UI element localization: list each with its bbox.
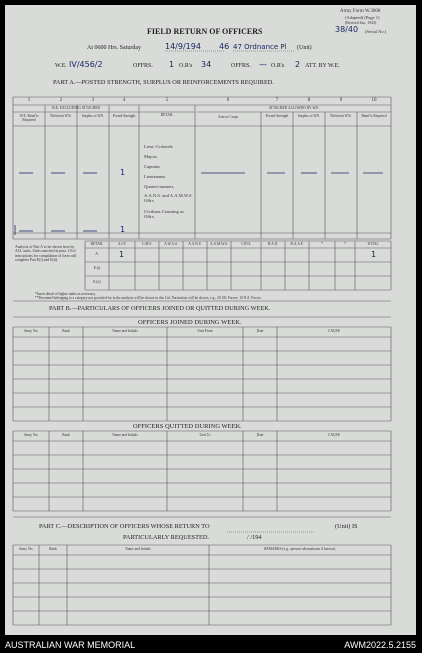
footnote-2: **Personnel belonging to a category not provided for in the analysis will be shown in this Col. Particulars will be shown, e.g., 20 UK Forces; 10 N.Z. Forces. [35,296,262,300]
form-adapted: (Adapted) (Page 1) [345,15,380,20]
analysis-row-label: E.(ii) [93,280,101,284]
col-number: 5 [165,98,169,103]
analysis-row-label: E.(i) [93,266,101,270]
joined-header: CAUSE [328,329,340,333]
part-b-title: PART B.—PARTICULARS OF OFFICERS JOINED OR QUITTED DURING WEEK. [49,305,271,312]
part-c-header: Rank [49,547,57,551]
analysis-header: DETAIL [90,242,104,246]
form-id: Army Form W.3008 [340,9,381,14]
offrs2-value: — [259,60,267,69]
part-c-date: / /194 [247,534,262,541]
col-number: 9 [339,98,343,103]
posted-total-value: 1 [120,225,126,234]
joined-title: OFFICERS JOINED DURING WEEK. [138,319,242,326]
col-number: 3 [91,98,95,103]
quitted-header: CAUSE [328,433,340,437]
analysis-row-label: A. [95,252,99,256]
serial-value: 38/40 [335,25,359,34]
analysis-header: * [321,242,323,246]
col-header: W.E. Reinf'ts Required [19,114,39,122]
part-c-title: PART C.—DESCRIPTION OF OFFICERS WHOSE RETURN TO [39,523,210,530]
quitted-header: Unit To [199,433,211,437]
col-number: 6 [226,98,230,103]
offrs-label: OFFRS. [133,63,153,69]
col-header: Surplus to W.E. [81,114,105,118]
form-title: FIELD RETURN OF OFFICERS [147,27,263,36]
quitted-header: Date [256,433,264,437]
joined-header: Name and Initials [112,329,138,333]
quitted-header: Army No. [23,433,39,437]
rank-label: Lieut.-Colonels [144,144,173,149]
form-sheet [5,5,416,635]
col-header: Surplus to W.E. [297,114,321,118]
col-header: Deficient W.E. [50,114,72,118]
unit-label: (Unit) [297,45,312,51]
group-attached: ATTACHED ALLOWED BY W.E. [268,106,320,110]
col-header: Deficient W.E. [330,114,352,118]
part-c-header: REMARKS (e.g., present whereabouts if known). [264,547,336,551]
analysis-header: R.A.A.F. [290,242,304,246]
quitted-title: OFFICERS QUITTED DURING WEEK. [133,423,242,430]
footer-left: AUSTRALIAN WAR MEMORIAL [5,640,136,650]
analysis-header: A.A.N.S. [188,242,202,246]
analysis-header: A.A.M.W.S. [210,242,228,246]
rank-label: Quarter-masters [144,184,174,189]
joined-header: Date [256,329,264,333]
ors-label: O.R's [179,63,193,69]
rank-label: Civilians Counting as Offrs. [144,209,184,219]
analysis-header: A.I.F. [117,242,127,246]
part-c-header: Army No. [18,547,34,551]
rank-label: Captains [144,164,161,169]
detail-label: DETAIL [160,113,174,117]
ors-value: 34 [201,60,212,69]
quitted-header: Rank [62,433,70,437]
ors2-label: O.R's [271,63,285,69]
ors2-value: 2 [295,60,301,69]
we-value: IV/456/2 [69,60,103,69]
analysis-header: * [344,242,346,246]
analysis-header: C.M.F. [142,242,152,246]
col-header: Posted Strength [112,114,136,118]
form-revised: (Revised Jan., 1943) [345,21,377,25]
joined-header: Army No. [23,329,39,333]
col-number: 4 [122,98,126,103]
offrs2-label: OFFRS. [231,63,251,69]
rank-label: Lieutenants [144,174,166,179]
part-c-unit-is: (Unit) IS [335,523,358,530]
joined-header: Unit From [197,329,213,333]
part-c-header: Name and Initials [125,547,151,551]
analysis-total-value: 1 [371,250,377,259]
rank-label: Majors [144,154,158,159]
offrs-value: 1 [169,60,175,69]
col-header: Arm or Corps [218,115,238,119]
part-a-title: PART A.—POSTED STRENGTH, SURPLUS OR REINFORCEMENTS REQUIRED. [53,79,274,86]
analysis-note: Analysis of Part A to be shown here by ALL units. Units matched in para. 10 of instructions for compilation of form will complete Part E(i) and E(ii). [15,245,77,263]
analysis-header: TOTAL [367,242,379,246]
posted-strength-value: 1 [120,168,126,177]
part-c-requested: PARTICULARLY REQUESTED. [123,534,209,541]
serial-label: (Serial No.) [365,29,387,34]
footer-right: AWM2022.5.2155 [344,640,416,650]
we-label: W.E. [55,63,67,69]
rank-label: A.A.N.S. and A.A.M.W.S. Offrs [144,193,193,203]
analysis-aif-value: 1 [119,250,125,259]
quitted-header: Name and Initials [112,433,138,437]
at-label: At 0600 Hrs. Saturday [87,45,141,51]
col-header: Posted Strength [265,114,289,118]
unit-value: 47 Ordnance Pl [233,43,287,51]
analysis-header: CIVIL [241,242,251,246]
date-value: 14/9/194 [165,42,201,51]
att-label: ATT. BY W.E. [305,63,340,69]
analysis-header: R.A.N. [267,242,279,246]
col-number: 10 [371,98,377,103]
analysis-header: A.W.A.S. [164,242,178,246]
col-number: 8 [307,98,311,103]
group-excluding: W.E. EXCLUDING ATTACHED [51,106,101,110]
col-number: 1 [27,98,31,103]
year-suffix: 46 [219,42,230,51]
col-header: Reinf'ts Required [361,114,387,118]
joined-header: Rank [62,329,70,333]
col-number: 7 [275,98,279,103]
col-number: 2 [59,98,63,103]
footnote-1: *Insert detail of higher ranks as necessary. [35,292,96,296]
